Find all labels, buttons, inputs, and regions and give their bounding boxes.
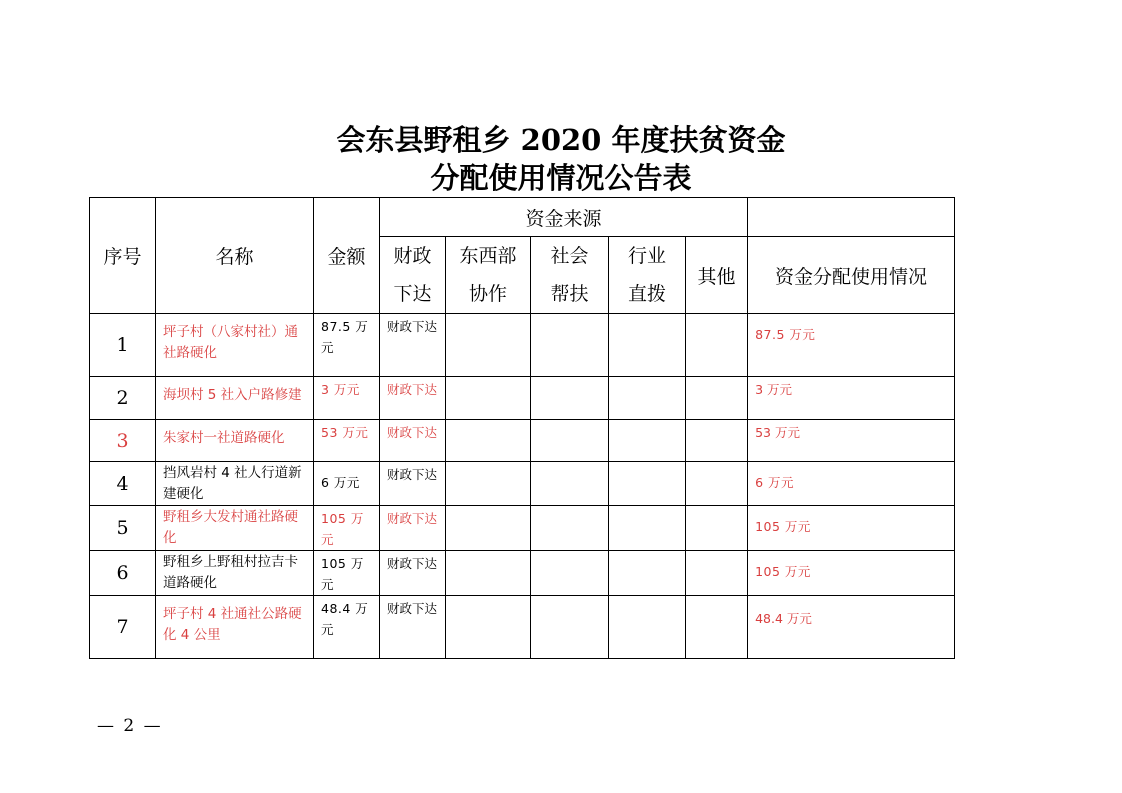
row-amount: 53 万元 xyxy=(314,420,380,462)
row-source: 财政下达 xyxy=(380,314,446,377)
row-source: 财政下达 xyxy=(380,506,446,551)
row-empty-cell xyxy=(446,551,531,596)
row-empty-cell xyxy=(609,420,686,462)
row-name: 野租乡上野租村拉吉卡道路硬化 xyxy=(156,551,314,596)
row-amount: 87.5 万元 xyxy=(314,314,380,377)
row-empty-cell xyxy=(686,377,748,420)
table-row xyxy=(90,314,955,377)
row-amount: 48.4 万元 xyxy=(314,596,380,659)
row-name: 海坝村 5 社入户路修建 xyxy=(156,377,314,420)
header-src-industry: 行业 直拨 xyxy=(609,237,686,314)
row-amount: 105 万元 xyxy=(314,551,380,596)
table-row xyxy=(90,596,955,659)
row-empty-cell xyxy=(609,506,686,551)
header-src-finance: 财政 下达 xyxy=(380,237,446,314)
row-empty-cell xyxy=(446,596,531,659)
header-src-social: 社会 帮扶 xyxy=(531,237,609,314)
row-empty-cell xyxy=(531,506,609,551)
header-allocation: 资金分配使用情况 xyxy=(748,237,955,314)
row-seq: 7 xyxy=(90,596,156,659)
row-seq: 5 xyxy=(90,506,156,551)
row-seq: 2 xyxy=(90,377,156,420)
row-name: 坪子村（八家村社）通社路硬化 xyxy=(156,314,314,377)
table-row xyxy=(90,462,955,506)
row-name: 野租乡大发村通社路硬化 xyxy=(156,506,314,551)
row-name: 朱家村一社道路硬化 xyxy=(156,420,314,462)
row-allocation: 105 万元 xyxy=(748,551,955,596)
row-allocation: 48.4 万元 xyxy=(748,596,955,659)
row-empty-cell xyxy=(531,377,609,420)
row-empty-cell xyxy=(531,596,609,659)
row-amount: 6 万元 xyxy=(314,462,380,506)
row-allocation: 105 万元 xyxy=(748,506,955,551)
row-empty-cell xyxy=(446,462,531,506)
row-source: 财政下达 xyxy=(380,596,446,659)
row-empty-cell xyxy=(446,420,531,462)
row-empty-cell xyxy=(531,462,609,506)
row-seq: 1 xyxy=(90,314,156,377)
table-row xyxy=(90,377,955,420)
row-empty-cell xyxy=(686,506,748,551)
row-seq: 3 xyxy=(90,420,156,462)
row-seq: 6 xyxy=(90,551,156,596)
row-empty-cell xyxy=(531,551,609,596)
page-number: — 2 — xyxy=(97,716,163,736)
row-empty-cell xyxy=(446,377,531,420)
header-src-eastwest: 东西部 协作 xyxy=(446,237,531,314)
row-allocation: 53 万元 xyxy=(748,420,955,462)
row-amount: 105 万元 xyxy=(314,506,380,551)
header-name: 名称 xyxy=(156,198,314,314)
row-amount: 3 万元 xyxy=(314,377,380,420)
row-source: 财政下达 xyxy=(380,551,446,596)
header-src-other: 其他 xyxy=(686,237,748,314)
header-amount: 金额 xyxy=(314,198,380,314)
row-source: 财政下达 xyxy=(380,462,446,506)
row-source: 财政下达 xyxy=(380,377,446,420)
row-empty-cell xyxy=(609,314,686,377)
row-empty-cell xyxy=(609,377,686,420)
row-allocation: 3 万元 xyxy=(748,377,955,420)
row-source: 财政下达 xyxy=(380,420,446,462)
header-blank-cell xyxy=(748,198,955,237)
row-seq: 4 xyxy=(90,462,156,506)
row-empty-cell xyxy=(446,506,531,551)
row-empty-cell xyxy=(686,420,748,462)
table-row xyxy=(90,420,955,462)
row-empty-cell xyxy=(609,596,686,659)
row-empty-cell xyxy=(531,420,609,462)
row-empty-cell xyxy=(686,596,748,659)
row-empty-cell xyxy=(686,314,748,377)
row-empty-cell xyxy=(686,462,748,506)
funding-table xyxy=(89,197,955,659)
row-allocation: 87.5 万元 xyxy=(748,314,955,377)
title-line-1: 会东县野租乡 2020 年度扶贫资金 xyxy=(336,123,786,157)
row-empty-cell xyxy=(446,314,531,377)
header-seq: 序号 xyxy=(90,198,156,314)
header-source-group: 资金来源 xyxy=(380,198,748,237)
row-name: 坪子村 4 社通社公路硬化 4 公里 xyxy=(156,596,314,659)
table-row xyxy=(90,551,955,596)
row-allocation: 6 万元 xyxy=(748,462,955,506)
row-empty-cell xyxy=(609,462,686,506)
table-row xyxy=(90,506,955,551)
row-empty-cell xyxy=(609,551,686,596)
row-empty-cell xyxy=(686,551,748,596)
row-empty-cell xyxy=(531,314,609,377)
title-line-2: 分配使用情况公告表 xyxy=(430,161,692,195)
row-name: 挡风岩村 4 社人行道新建硬化 xyxy=(156,462,314,506)
